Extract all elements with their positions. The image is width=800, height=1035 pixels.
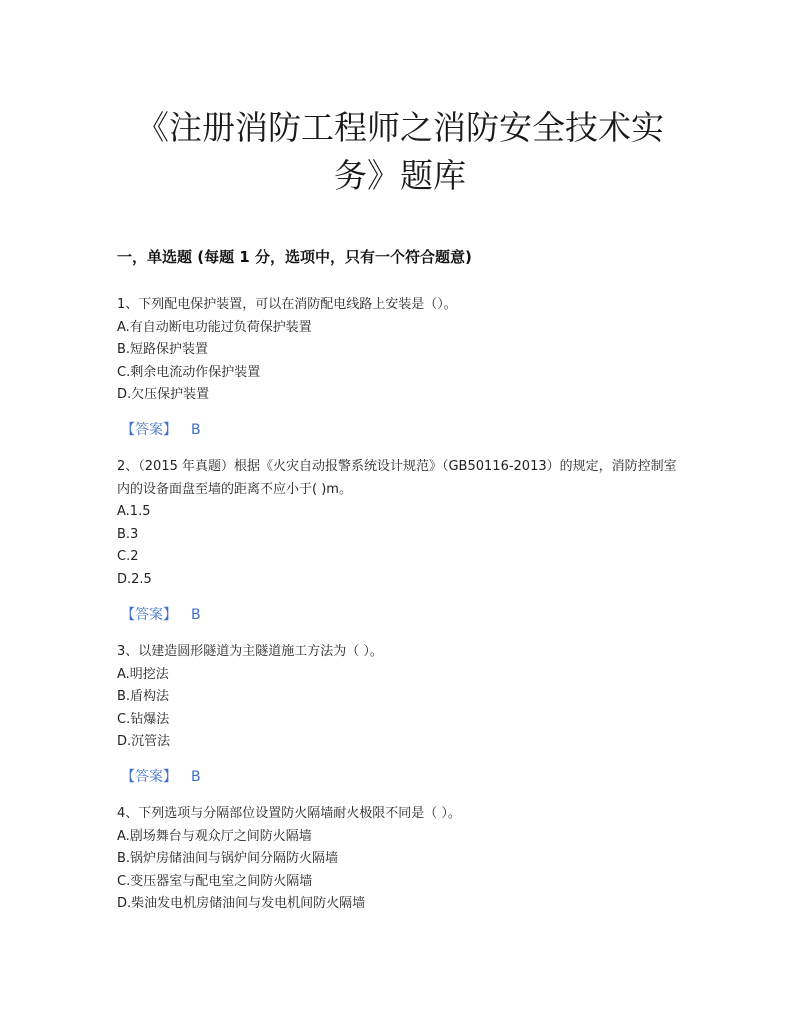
option-b: B.盾构法 bbox=[117, 689, 170, 704]
answer-label: 【答案】 bbox=[121, 607, 177, 623]
option-a: A.有自动断电功能过负荷保护装置 bbox=[117, 319, 312, 335]
option-d: D.沉管法 bbox=[117, 734, 171, 749]
question-stem: 4、下列选项与分隔部位设置防火隔墙耐火极限不同是（ ）。 bbox=[117, 806, 461, 821]
answer-label: 【答案】 bbox=[121, 769, 177, 785]
option-a: A.1.5 bbox=[117, 504, 151, 519]
option-b: B.短路保护装置 bbox=[117, 342, 209, 357]
option-a: A.剧场舞台与观众厅之间防火隔墙 bbox=[117, 828, 312, 844]
answer-1 bbox=[121, 420, 201, 440]
option-d: D.柴油发电机房储油间与发电机间防火隔墙 bbox=[117, 896, 366, 911]
option-b: B.3 bbox=[117, 526, 139, 542]
question-1 bbox=[117, 294, 677, 407]
section-heading: 一，单选题 (每题 1 分，选项中，只有一个符合题意) bbox=[117, 248, 472, 266]
answer-label: 【答案】 bbox=[121, 422, 177, 438]
document-title bbox=[100, 104, 700, 200]
question-2 bbox=[117, 456, 677, 591]
title-line-2: 务》题库 bbox=[334, 156, 466, 195]
option-d: D.欠压保护装置 bbox=[117, 387, 210, 402]
option-c: C.2 bbox=[117, 549, 139, 564]
option-c: C.变压器室与配电室之间防火隔墙 bbox=[117, 873, 313, 889]
answer-value: B bbox=[191, 769, 201, 785]
question-stem: 1、下列配电保护装置，可以在消防配电线路上安装是（）。 bbox=[117, 297, 457, 312]
option-c: C.钻爆法 bbox=[117, 711, 170, 727]
option-d: D.2.5 bbox=[117, 571, 152, 587]
question-stem: 3、以建造圆形隧道为主隧道施工方法为（ ）。 bbox=[117, 644, 383, 659]
question-3 bbox=[117, 641, 677, 754]
answer-3 bbox=[121, 767, 201, 787]
answer-value: B bbox=[191, 422, 201, 438]
option-b: B.锅炉房储油间与锅炉间分隔防火隔墙 bbox=[117, 851, 339, 866]
question-stem: 2、（2015 年真题）根据《火灾自动报警系统设计规范》（GB50116-2013）的规定，消防控制室内的设备面盘至墙的距离不应小于( )m。 bbox=[117, 459, 677, 497]
answer-2 bbox=[121, 605, 201, 625]
question-4 bbox=[117, 803, 677, 916]
answer-value: B bbox=[191, 607, 201, 623]
option-a: A.明挖法 bbox=[117, 666, 169, 682]
title-line-1: 《注册消防工程师之消防安全技术实 bbox=[136, 108, 664, 147]
option-c: C.剩余电流动作保护装置 bbox=[117, 364, 261, 380]
